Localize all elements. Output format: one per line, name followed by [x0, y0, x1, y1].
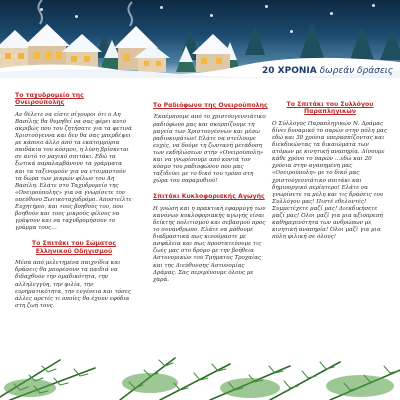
column-left [15, 92, 133, 318]
section-body-post-office: Αν θέλετε να είστε σίγουροι ότι ο Αη Βασίλης θα θυμηθεί να σας φέρει αυτό ακριβώς που του ζητήσατε για τα φετινά Χριστούγεννα και δεν θα σας μπερδέψει με κάποιο άλλο από τα εκατομμύρια παιδάκια του κόσμου, η λύση βρίσκεται σε αυτό το μαγικό σπιτάκι. Εδώ τα ξωτικά παραλαμβάνουν τα γράμματα και τα ταξινομούν για να ετοιμαστούν τα δώρα των μικρών φίλων του Αη Βασίλη. Ελάτε στο Ταχυδρομείο της «Ονειρούπολης» για να γνωρίσετε τον υπεύθυνο Ξωτικοταχυδρόμο. Αποστείλτε Ευχητήριο, και τους βοηθούς του, που βοηθούν και τους μικρούς φίλους να γράψουν και να ταχυδρομήσουν το γράμμα τους… [15, 111, 132, 232]
section-body-traffic: Η γνώση και η πρακτική εφαρμογή των κανόνων κυκλοφοριακής αγωγής είναι δείκτης πολιτισμού και σεβασμού προς το συνάνθρωπο. Ελάτε να μάθουμε διαδραστικά πως κινούμαστε με ασφάλεια και πως προστατεύουμε τις ζωές μας στο δρόμο με την βοήθεια Αστυνομικών του Τμήματος Τροχαίας και της Διεύθυνσης Αστυνομίας Δράμας. Σας περιμένουμε όλους με χαρά. [153, 205, 266, 283]
pine-branches-illustration [0, 338, 400, 400]
section-body-radio: Έκπέμπουμε από το χριστουγεννιάτικο ραδιόφωνο μας και σκορπίζουμε τη μαγεία των Χριστουγέννων και μέσω ραδιοκυμάτων! Ελάτε να στείλουμε ευχές, να δούμε τη ζωντανή μετάδοση των εκδηλώσεων στην «Ονειρούπολη» και να γνωρίσουμε από κοντά τον κόσμο του ραδιοφώνου που μας ταξιδεύει με το δικό του τρόπο στη χώρα του παραμυθιού! [153, 114, 266, 185]
section-body-paraplegics: Ο Σύλλογος Παραπληγικών Ν. Δράμας δίνει δυναμικό το παρών στην πόλη μας εδώ και 30 χρόνια υπερασπίζοντας και διεκδικώντας τα δικαιώματα των ατόμων με κινητική αναπηρία. Δίνουμε κάθε χρόνο το παρών …εδώ και 20 χρόνια στην αγαπημένη μας «Ονειρούπολη» με το δικό μας χριστούγεννιάτικο σπιτάκι και δημιουργικό περίπτερο! Ελάτε να γνωρίσετε τα μέλη και τις δράσεις του Συλλόγου μας! Πιστέ εθελοντές! Συμμετέχετε μαζί μας! Διεκδικήσετε μαζί μας! Όλοι μαζί για μια αξιοπρεπή καθημερινότητα των ανθρώπων με κινητική αναπηρία! Όλοι μαζί για μια πόλη φιλική σε όλους! [272, 120, 387, 241]
pine-branches-decoration [0, 338, 400, 400]
section-heading-traffic: Σπιτάκι Κυκλοφοριακής Αγωγής [153, 193, 265, 201]
section-heading-paraplegics: Το Σπιτάκι του Συλλόγου Παραπληγικών [286, 101, 374, 116]
title-number: 20 ΧΡΟΝΙΑ [262, 66, 317, 76]
column-right [272, 101, 388, 249]
section-heading-post-office: Το ταχυδρομείο της Ονειρούπολης [15, 92, 84, 107]
page-title [262, 66, 392, 76]
column-middle [153, 102, 269, 292]
section-heading-radio: Το Ραδιόφωνο της Ονειρούπολης [153, 102, 268, 109]
section-body-guides: Μέσα από μελετημένα παιχνίδια και δράσεις θα μπορέσουν τα παιδιά να διδαχθούν την ομαδικότητα, την αλληλεγγύη, την φιλία, την ευρηματικότητα, την ευγένεια και τόσες άλλες αρετές τι οποίες θα έχουν εφόδια στη ζωή τους. [15, 260, 132, 309]
section-heading-guides: Το Σπιτάκι του Σώματος Ελληνικού Οδηγισμού [31, 240, 117, 255]
title-text: δωρεάν δράσεις [319, 66, 394, 76]
